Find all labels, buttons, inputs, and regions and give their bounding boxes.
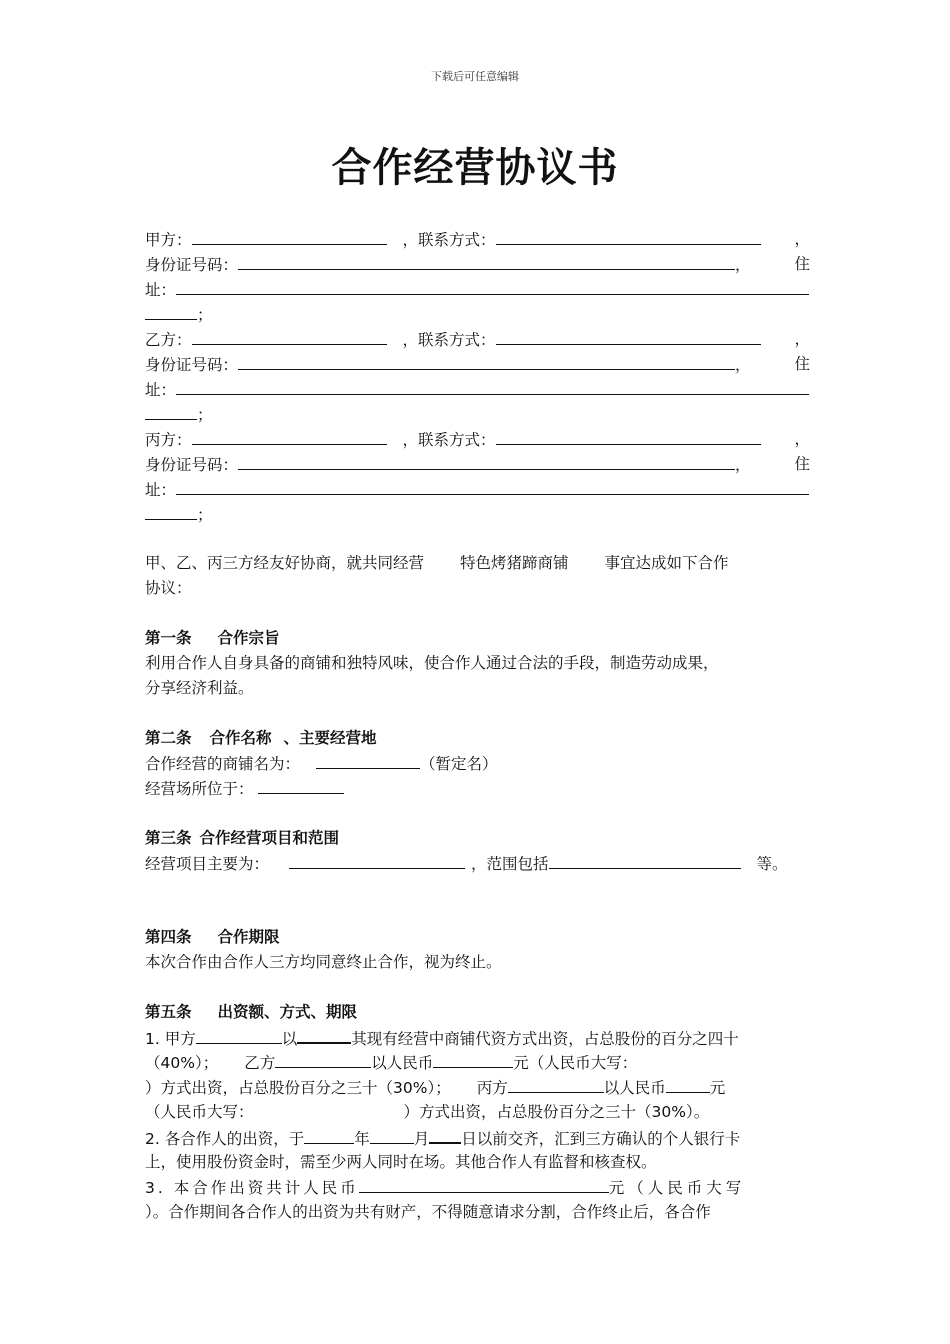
comma: ， [735, 356, 751, 374]
party-b-name-blank[interactable] [192, 327, 387, 345]
party-label: 丙方： [145, 431, 192, 449]
label: 经营项目主要为： [145, 855, 270, 873]
party-a-name-blank[interactable] [192, 227, 387, 245]
label: 等。 [756, 855, 788, 873]
party-a-address-row-2 [145, 302, 810, 327]
id-label: 身份证号码： [145, 356, 239, 374]
party-c-name-row [145, 427, 810, 452]
text: （40%）； [145, 1054, 219, 1072]
article-5-line-1 [145, 1025, 810, 1050]
party-b-amount-blank[interactable] [433, 1050, 513, 1068]
address-label: 住 [794, 355, 810, 373]
article-3-heading [145, 826, 810, 851]
party-c-share-blank[interactable] [508, 1075, 604, 1093]
party-b-address-blank[interactable] [176, 377, 809, 395]
article-5-heading [145, 1000, 810, 1025]
text: 以 [281, 1030, 298, 1048]
party-b-id-blank[interactable] [238, 352, 735, 370]
article-number: 第五条 [145, 1003, 192, 1021]
contact-label: ，联系方式： [402, 431, 496, 449]
comma: ， [794, 430, 810, 448]
id-label: 身份证号码： [145, 256, 239, 274]
article-1-heading [145, 626, 810, 651]
contact-label: ，联系方式： [402, 331, 496, 349]
label: 经营场所位于： [145, 780, 254, 798]
article-2-line-1 [145, 751, 810, 776]
article-number: 第一条 [145, 629, 192, 647]
article-4-heading [145, 925, 810, 950]
article-2-heading [145, 726, 810, 751]
article-5-line-6: 上，使用股份资金时，需至少两人同时在场。其他合作人有监督和核查权。 [145, 1153, 657, 1171]
month-blank[interactable] [370, 1126, 414, 1144]
comma: ， [735, 456, 751, 474]
text: 3. 本合作出资共计人民币 [145, 1179, 359, 1197]
text: 2. 各合作人的出资，于 [145, 1130, 305, 1148]
text: 年 [354, 1130, 370, 1148]
article-5-line-7 [145, 1175, 810, 1200]
article-1-line-1: 利用合作人自身具备的商铺和独特风味，使合作人通过合法的手段，制造劳动成果， [145, 654, 719, 672]
article-3-line-1 [145, 851, 810, 876]
article-number: 第二条 [145, 729, 192, 747]
party-b-id-row [145, 352, 810, 377]
party-b-name-row [145, 327, 810, 352]
intro-line-2: 协议： [145, 579, 192, 597]
party-b-share-blank[interactable] [275, 1050, 371, 1068]
article-5-line-3 [145, 1075, 810, 1100]
text: ）方式出资，占总股份百分之三十（30%）。 [403, 1103, 710, 1121]
text: 以人民币 [603, 1079, 666, 1097]
text: （人民币大写： [145, 1103, 254, 1121]
total-amount-blank[interactable] [359, 1175, 609, 1193]
text: 元（人民币大写 [608, 1179, 746, 1197]
party-a-contact-blank[interactable] [496, 227, 761, 245]
page-header: 下载后可任意编辑 [431, 70, 519, 83]
shop-name-blank[interactable] [316, 751, 420, 769]
party-c-name-blank[interactable] [192, 427, 387, 445]
article-title: 合作宗旨 [217, 629, 280, 647]
text: 其现有经营中商铺代资方式出资，占总股份的百分之四十 [351, 1030, 739, 1048]
party-b-address-row-2 [145, 402, 810, 427]
article-title: 合作经营项目和范围 [199, 829, 340, 847]
article-title: 出资额、方式、期限 [217, 1003, 358, 1021]
article-title-2: 、主要经营地 [283, 729, 377, 747]
party-a-name-row [145, 227, 810, 252]
comma: ， [794, 230, 810, 248]
article-5-line-5 [145, 1125, 810, 1150]
document-title: 合作经营协议书 [331, 144, 619, 191]
party-b-address-blank-2[interactable] [145, 402, 197, 420]
article-5-line-8: ）。合作期间各合作人的出资为共有财产，不得随意请求分割，合作终止后，各合作 [145, 1203, 711, 1221]
text: 元 [709, 1079, 726, 1097]
article-title: 合作名称 [209, 729, 272, 747]
label: ，范围包括 [471, 855, 549, 873]
comma: ， [735, 256, 751, 274]
address-label: 住 [794, 255, 810, 273]
party-label: 甲方： [145, 231, 192, 249]
text: 元（人民币大写： [513, 1054, 638, 1072]
text: 1. 甲方 [145, 1030, 196, 1048]
year-blank[interactable] [304, 1126, 354, 1144]
location-blank[interactable] [258, 776, 344, 794]
article-4-line-1: 本次合作由合作人三方均同意终止合作，视为终止。 [145, 953, 502, 971]
intro-text: 甲、乙、丙三方经友好协商，就共同经营 [145, 554, 425, 572]
article-1-line-2: 分享经济利益。 [145, 679, 254, 697]
text: 乙方 [244, 1054, 276, 1072]
party-c-id-blank[interactable] [238, 452, 735, 470]
intro-text: 事宜达成如下合作 [604, 554, 729, 572]
article-number: 第三条 [145, 829, 192, 847]
party-a-share-blank[interactable] [196, 1026, 282, 1044]
article-2-line-2 [145, 776, 810, 801]
party-label: 乙方： [145, 331, 192, 349]
text: 丙方 [476, 1079, 508, 1097]
label: （暂定名） [420, 755, 498, 773]
day-blank[interactable] [429, 1125, 461, 1144]
semicolon: ； [197, 306, 213, 324]
address-label: 址： [145, 381, 177, 399]
article-5-line-4 [145, 1100, 810, 1125]
semicolon: ； [197, 406, 213, 424]
article-5-line-2 [145, 1050, 810, 1075]
party-c-address-row [145, 477, 810, 502]
business-items-blank[interactable] [289, 851, 465, 869]
scope-blank[interactable] [549, 851, 741, 869]
party-a-address-row [145, 277, 810, 302]
article-title: 合作期限 [217, 928, 280, 946]
address-label: 住 [794, 455, 810, 473]
address-label: 址： [145, 481, 177, 499]
party-c-amount-blank[interactable] [666, 1075, 710, 1093]
text: 月 [413, 1130, 430, 1148]
party-b-contact-blank[interactable] [496, 327, 761, 345]
label: 合作经营的商铺名为： [145, 755, 301, 773]
party-a-id-blank[interactable] [238, 252, 735, 270]
contact-label: ，联系方式： [402, 231, 496, 249]
party-c-contact-blank[interactable] [496, 427, 761, 445]
party-a-method-blank[interactable] [297, 1025, 351, 1044]
semicolon: ； [197, 506, 213, 524]
party-c-address-row-2 [145, 502, 810, 527]
party-a-address-blank[interactable] [176, 277, 809, 295]
party-b-address-row [145, 377, 810, 402]
id-label: 身份证号码： [145, 456, 239, 474]
text: 日以前交齐，汇到三方确认的个人银行卡 [461, 1130, 741, 1148]
address-label: 址： [145, 281, 177, 299]
comma: ， [794, 330, 810, 348]
text: ）方式出资，占总股份百分之三十（30%）； [145, 1079, 451, 1097]
party-c-address-blank-2[interactable] [145, 502, 197, 520]
party-c-id-row [145, 452, 810, 477]
intro-line-1 [145, 551, 810, 576]
party-a-id-row [145, 252, 810, 277]
text: 以人民币 [371, 1054, 434, 1072]
party-c-address-blank[interactable] [176, 477, 809, 495]
article-number: 第四条 [145, 928, 192, 946]
party-a-address-blank-2[interactable] [145, 302, 197, 320]
shop-type: 特色烤猪蹄商铺 [460, 554, 569, 572]
